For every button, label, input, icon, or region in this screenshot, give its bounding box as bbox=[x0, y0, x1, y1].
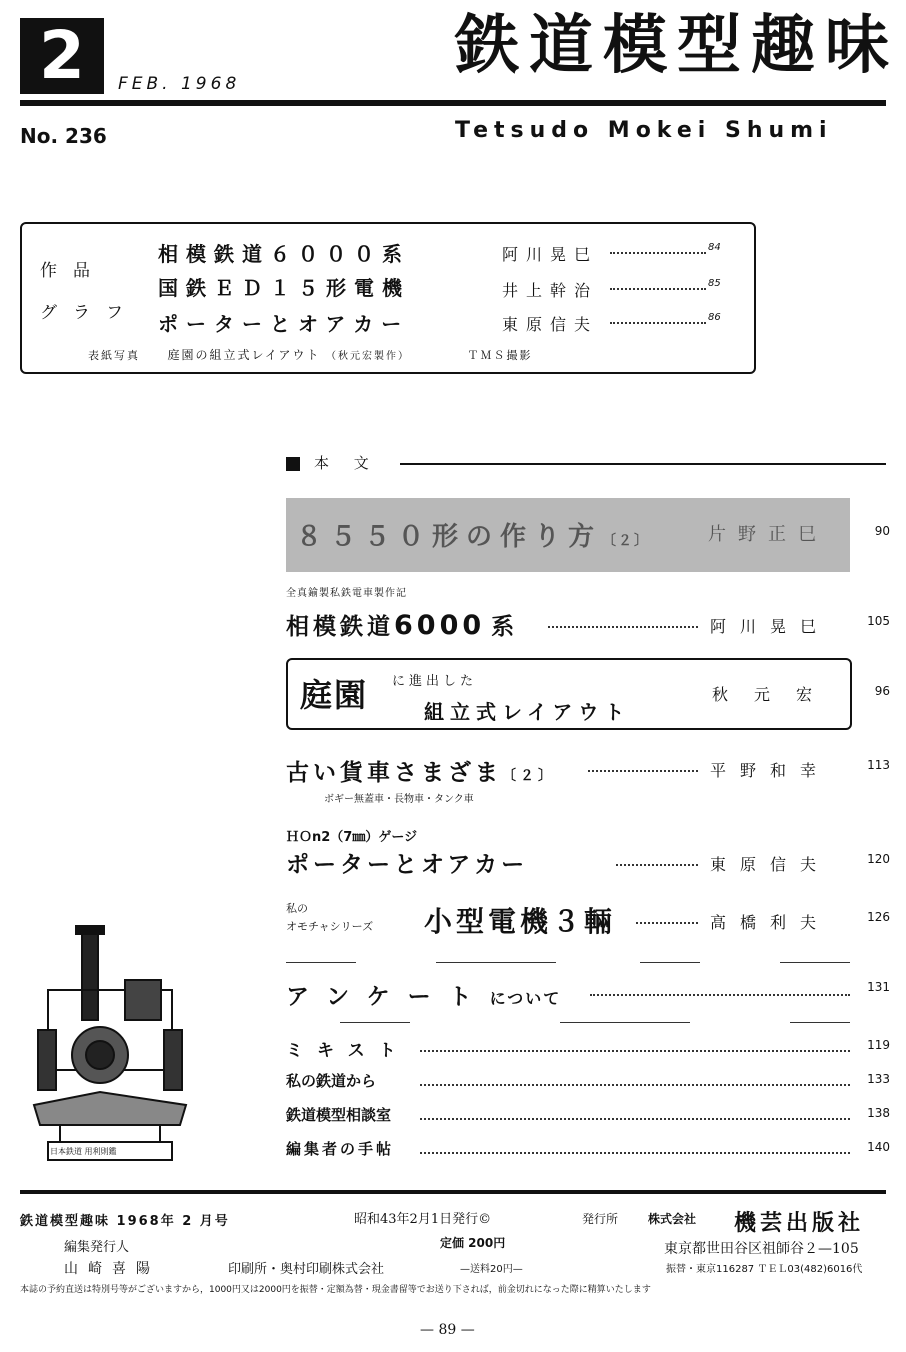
garden-page: 96 bbox=[874, 684, 890, 698]
divider bbox=[790, 1022, 850, 1023]
featured-title bbox=[296, 516, 650, 553]
kicker-hon: ＨＯn2（7㎜）ゲージ bbox=[286, 830, 418, 845]
entry-author: 高橋利夫 bbox=[710, 913, 831, 932]
garden-main-title: 組立式レイアウト bbox=[424, 700, 631, 724]
footer-editor-name: 山崎喜陽 bbox=[64, 1261, 160, 1277]
english-title: Tetsudo Mokei Shumi bbox=[455, 118, 833, 143]
footer-rule bbox=[20, 1190, 886, 1194]
footer-transfer: 振替・東京116287 ＴＥＬ03(482)6016代 bbox=[666, 1264, 863, 1275]
footer-printer: 印刷所・奥村印刷株式会社 bbox=[228, 1262, 385, 1277]
footer-magazine: 鉄道模型趣味 1968年 2 月号 bbox=[20, 1214, 230, 1229]
section-label: 本 文 bbox=[314, 454, 379, 472]
dot-leader bbox=[548, 626, 698, 628]
graph-item-author: 東原信夫 bbox=[502, 315, 599, 334]
dot-leader bbox=[420, 1050, 850, 1052]
divider bbox=[436, 962, 556, 963]
cover-credit: ＴＭＳ撮影 bbox=[467, 349, 533, 362]
divider bbox=[286, 962, 356, 963]
divider bbox=[640, 962, 700, 963]
entry-title-part: 古い貨車さまざま bbox=[286, 760, 502, 786]
entry-consult-title: 鉄道模型相談室 bbox=[286, 1106, 392, 1124]
footer-issued: 昭和43年2月1日発行© bbox=[354, 1212, 492, 1227]
garden-author: 秋元宏 bbox=[712, 685, 839, 704]
dot-leader bbox=[636, 922, 698, 924]
divider bbox=[340, 1022, 410, 1023]
entry-page: 133 bbox=[867, 1072, 890, 1086]
entry-author: 東原信夫 bbox=[710, 855, 831, 874]
entry-toy-kicker-1: 私の bbox=[286, 902, 308, 915]
entry-page: 105 bbox=[867, 614, 890, 628]
featured-title-text: ８５５０形の作り方 bbox=[296, 522, 603, 552]
dot-leader bbox=[610, 252, 706, 254]
dot-leader bbox=[588, 770, 698, 772]
section-rule bbox=[400, 463, 886, 465]
featured-part: 〔２〕 bbox=[602, 533, 651, 549]
magazine-title: 鉄道模型趣味 bbox=[455, 8, 899, 83]
entry-page: 138 bbox=[867, 1106, 890, 1120]
entry-toy-title: 小型電機３輛 bbox=[424, 905, 617, 938]
entry-page: 113 bbox=[867, 758, 890, 772]
divider bbox=[560, 1022, 690, 1023]
dot-leader bbox=[420, 1118, 850, 1120]
graph-item-title: ポーターとオアカー bbox=[158, 312, 410, 336]
graph-item-title: 相模鉄道６０００系 bbox=[158, 242, 410, 266]
footer-postage: —送料20円— bbox=[460, 1264, 523, 1275]
graph-item-page: 84 bbox=[708, 242, 721, 253]
entry-myrail-title: 私の鉄道から bbox=[286, 1072, 377, 1090]
graph-item-page: 86 bbox=[708, 312, 721, 323]
garden-big-title: 庭園 bbox=[300, 676, 369, 714]
footer-notice: 本誌の予約直送は特別号等がございますから，1000円又は2000円を振替・定額為替・現金書留等でお送り下されば，前金切れになった際に精算いたします bbox=[20, 1285, 651, 1295]
dot-leader bbox=[610, 322, 706, 324]
dot-leader bbox=[420, 1084, 850, 1086]
entry-page: 126 bbox=[867, 910, 890, 924]
entry-wagons-title bbox=[286, 754, 556, 787]
graph-heading-2: グラフ bbox=[40, 303, 139, 323]
entry-page: 119 bbox=[867, 1038, 890, 1052]
featured-author: 片野正巳 bbox=[708, 524, 828, 545]
issue-date: FEB. 1968 bbox=[118, 74, 241, 94]
garden-small-title: に進出した bbox=[392, 674, 478, 689]
cover-label: 表紙写真 bbox=[88, 349, 140, 362]
entry-sagami-title bbox=[286, 608, 518, 641]
entry-survey-title bbox=[286, 978, 561, 1011]
footer-publisher: 機芸出版社 bbox=[734, 1211, 865, 1236]
section-marker bbox=[286, 457, 300, 471]
featured-page: 90 bbox=[874, 524, 890, 538]
kicker: 全真鍮製私鉄電車製作記 bbox=[286, 588, 407, 599]
header-rule bbox=[20, 100, 886, 106]
footer-price: 定価 200円 bbox=[440, 1236, 506, 1250]
entry-mixed-title: ミキスト bbox=[286, 1041, 410, 1061]
footer-publisher-label: 発行所 bbox=[582, 1212, 619, 1226]
issue-number-badge: 2 bbox=[20, 18, 104, 94]
entry-author: 平野和幸 bbox=[710, 761, 831, 780]
graph-heading-1: 作品 bbox=[40, 261, 106, 281]
entry-title-part: 6000 bbox=[394, 610, 486, 641]
entry-title-part: 系 bbox=[491, 614, 519, 640]
entry-porter-title: ポーターとオアカー bbox=[286, 852, 529, 878]
dot-leader bbox=[610, 288, 706, 290]
graph-item-page: 85 bbox=[708, 278, 721, 289]
issue-no: No. 236 bbox=[20, 124, 107, 148]
entry-editor-title: 編集者の手帖 bbox=[286, 1140, 395, 1158]
entry-toy-kicker-2: オモチャシリーズ bbox=[286, 920, 374, 933]
dot-leader bbox=[590, 994, 850, 996]
entry-title-part: 相模鉄道 bbox=[286, 614, 394, 640]
entry-part: 〔２〕 bbox=[502, 768, 556, 784]
divider bbox=[780, 962, 850, 963]
cover-photo-line bbox=[88, 346, 533, 363]
dot-leader bbox=[420, 1152, 850, 1154]
cover-title: 庭園の組立式レイアウト bbox=[167, 348, 321, 362]
dot-leader bbox=[616, 864, 698, 866]
footer-address: 東京都世田谷区祖師谷２—105 bbox=[664, 1241, 859, 1257]
graph-item-author: 阿川晃巳 bbox=[502, 245, 599, 264]
page-folio: — 89 — bbox=[420, 1322, 475, 1338]
graph-item-title: 国鉄ＥＤ１５形電機 bbox=[158, 276, 410, 300]
graph-item-author: 井上幹治 bbox=[502, 281, 599, 300]
locomotive-illustration bbox=[30, 920, 190, 1170]
entry-title-part: アンケート bbox=[286, 984, 490, 1010]
entry-page: 120 bbox=[867, 852, 890, 866]
entry-author: 阿川晃巳 bbox=[710, 617, 831, 636]
illustration-caption: 日本鉄道 用利則鑑 bbox=[50, 1147, 117, 1156]
entry-page: 131 bbox=[867, 980, 890, 994]
cover-note: （秋元宏製作） bbox=[326, 351, 411, 362]
entry-page: 140 bbox=[867, 1140, 890, 1154]
entry-subtitle: ボギー無蓋車・長物車・タンク車 bbox=[324, 794, 474, 805]
entry-title-part: について bbox=[489, 989, 562, 1008]
footer-editor-label: 編集発行人 bbox=[64, 1240, 130, 1255]
footer-company-type: 株式会社 bbox=[648, 1212, 697, 1226]
